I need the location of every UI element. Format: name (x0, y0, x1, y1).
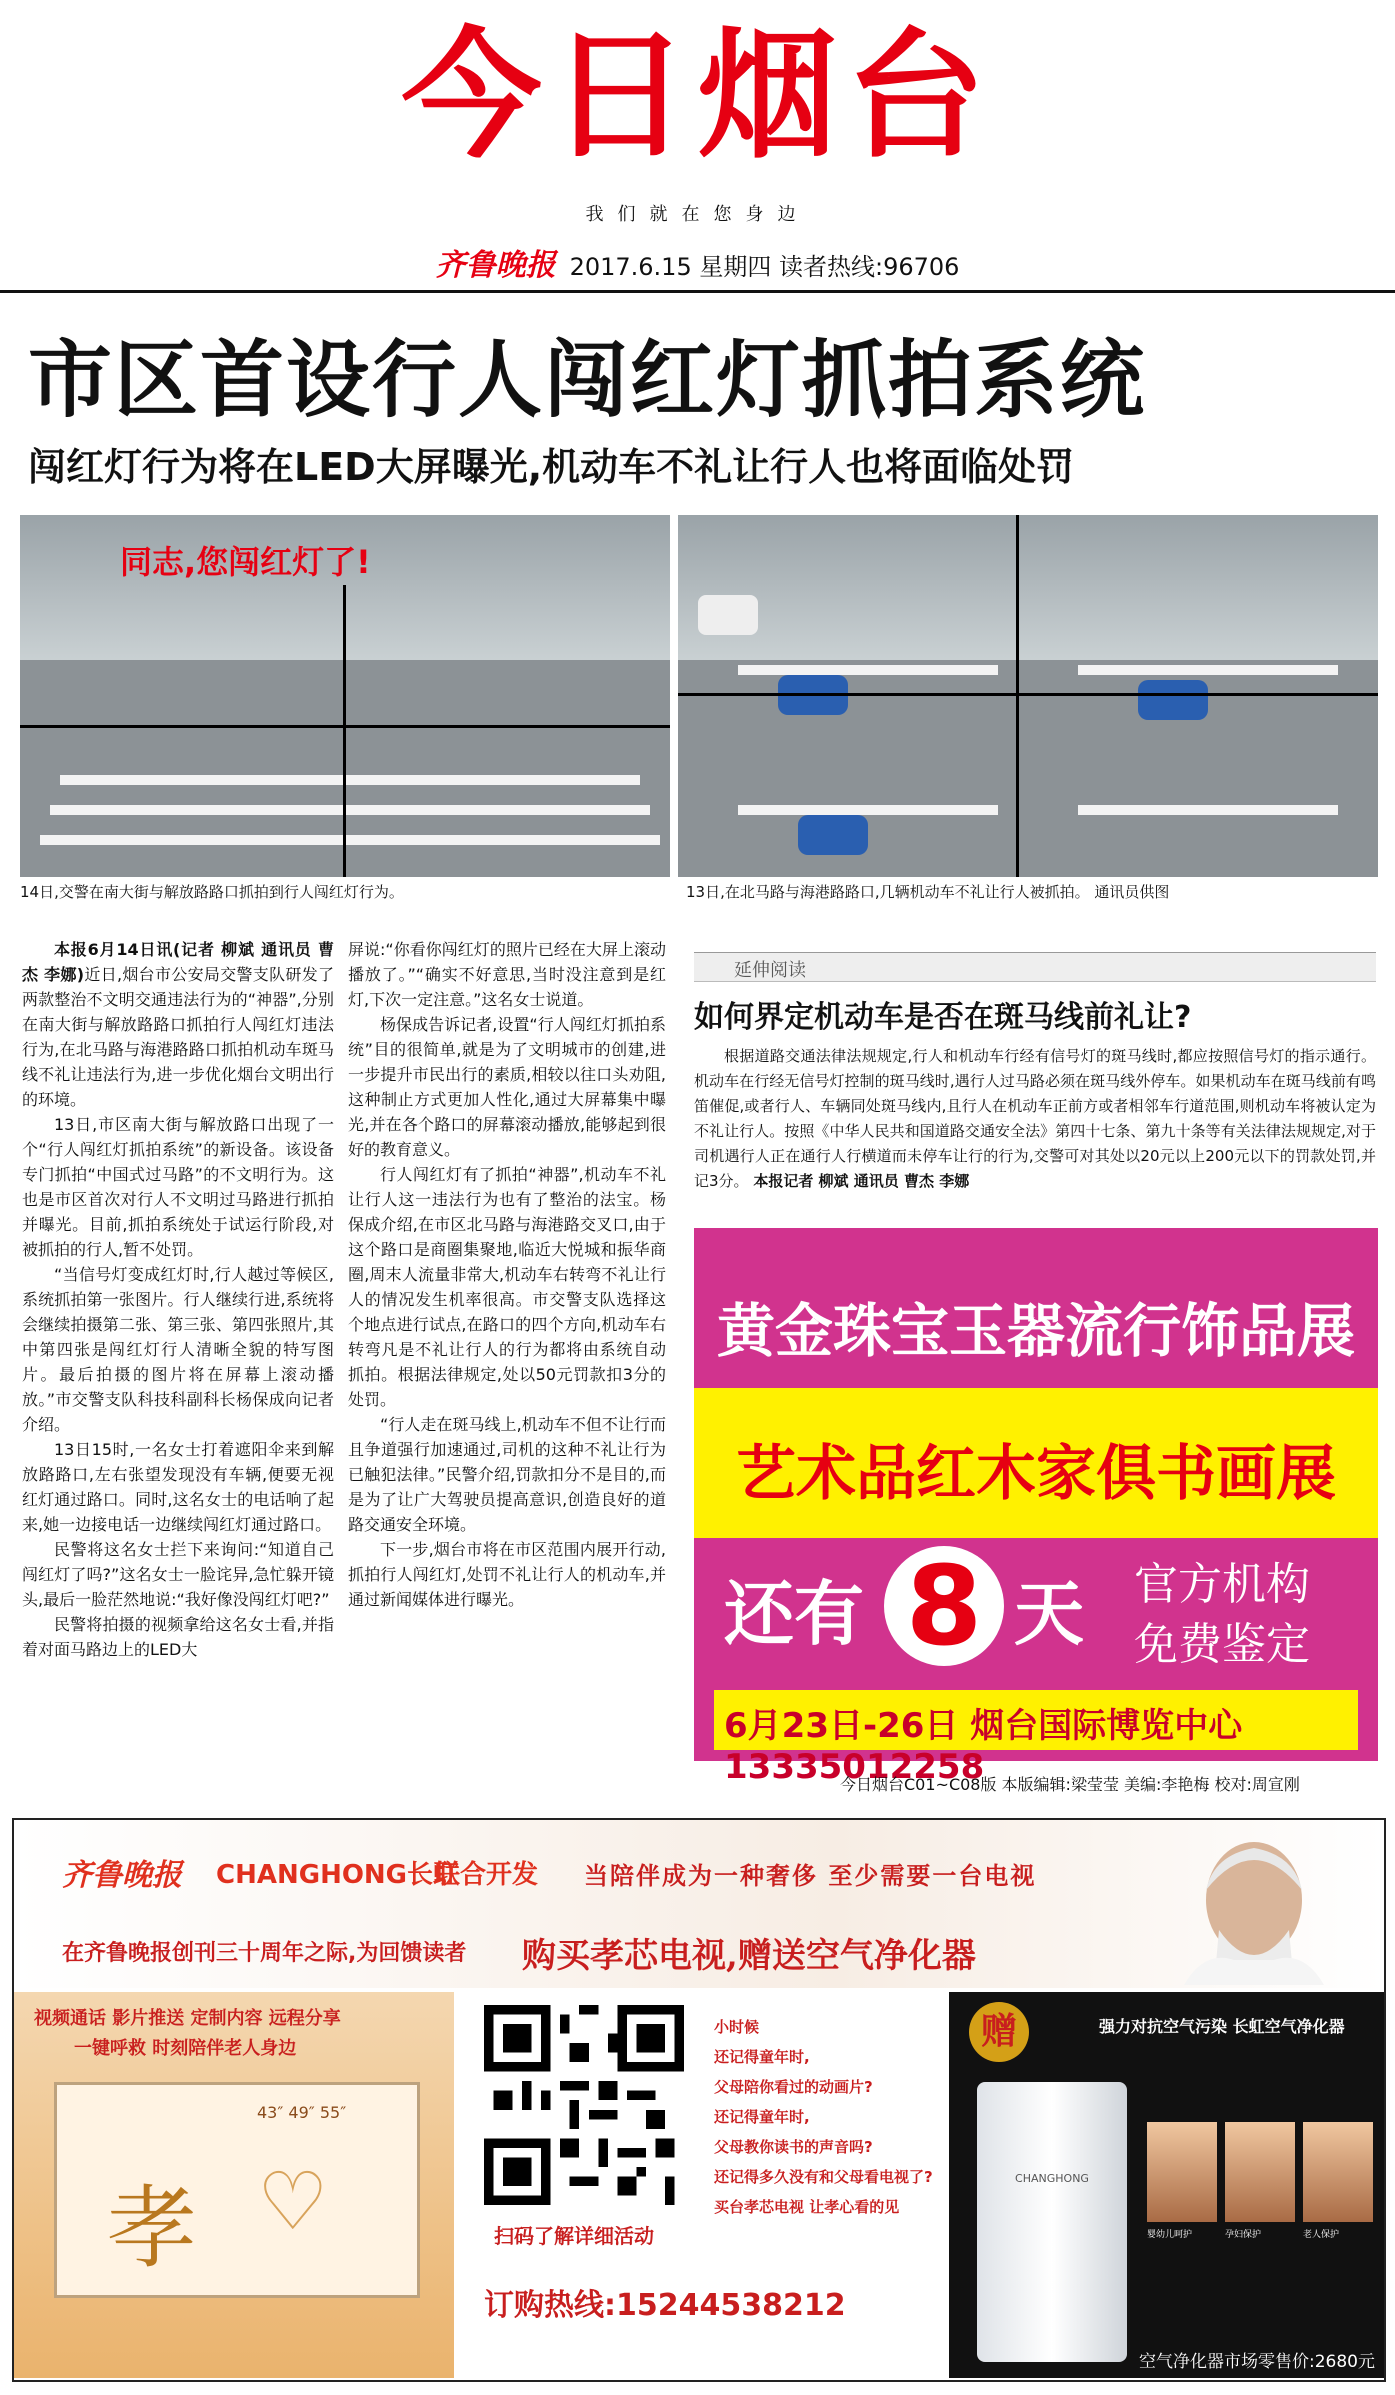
purifier-title: 强力对抗空气污染 长虹空气净化器 (1099, 2017, 1345, 2036)
tv-ad-brand-changhong: CHANGHONG长虹 (216, 1860, 460, 1890)
tv-ad-motto: 当陪伴成为一种奢侈 至少需要一台电视 (584, 1861, 1037, 1890)
headline: 市区首设行人闯红灯抓拍系统 (28, 331, 1147, 429)
tv-set-image (54, 2082, 420, 2298)
expo-remain-label: 还有 (724, 1573, 864, 1655)
masthead-title: 今日烟台 (401, 15, 994, 178)
article-column-2 (348, 937, 666, 1612)
thumb-elderly (1303, 2122, 1373, 2222)
paragraph: 杨保成告诉记者,设置“行人闯红灯抓拍系统”目的很简单,就是为了文明城市的创建,进一步提升市民出行的素质,相较以往口头劝阻,这种制止方式更加人性化,通过大屏幕集中曝光,并在各个路口的屏幕滚动播放,能够起到很好的教育意义。 (348, 1015, 666, 1159)
date-line: 2017.6.15 星期四 读者热线:96706 (569, 253, 960, 281)
paragraph: 民警将拍摄的视频拿给这名女士看,并指着对面马路边上的LED大 (22, 1615, 334, 1659)
expo-free-appraisal: 免费鉴定 (1134, 1619, 1310, 1670)
thumb-caption: 老人保护 (1303, 2230, 1340, 2240)
article-column-1 (22, 937, 334, 1662)
paper-logo: 齐鲁晚报 (435, 248, 556, 283)
tv-ad-product-panel (14, 1992, 454, 2378)
paragraph: “当信号灯变成红灯时,行人越过等候区,系统抓拍第一张图片。行人继续行进,系统将会继续拍摄第二张、第三张、第四张照片,其中第四张是闯红灯行人清晰全貌的特写图片。最后拍摄的图片将在屏幕上滚动播放。”市交警支队科技科副科长杨保成向记者介绍。 (22, 1265, 334, 1434)
paragraph: 屏说:“你看你闯红灯的照片已经在大屏上滚动播放了。”“确实不好意思,当时没注意到是红灯,下次一定注意。”这名女士说道。 (348, 940, 666, 1009)
photo-right-caption: 13日,在北马路与海港路路口,几辆机动车不礼让行人被抓拍。 通讯员供图 (686, 883, 1170, 901)
heart-icon: ♡ (257, 2155, 329, 2248)
paragraph: 行人闯红灯有了抓拍“神器”,机动车不礼让行人这一违法行为也有了整治的法宝。杨保成介绍,在市区北马路与海港路交叉口,由于这个路口是商圈集聚地,临近大悦城和振华商圈,周末人流量非常大,机动车右转弯不礼让行人的情况发生机率很高。市交警支队选择这个地点进行试点,在路口的四个方向,机动车右转弯凡是不礼让行人的行为都将由系统自动抓拍。根据法律规定,处以50元罚款扣3分的处罚。 (348, 1165, 666, 1409)
thumb-caption: 婴幼儿呵护 (1147, 2230, 1193, 2240)
paragraph: 本报6月14日讯(记者 柳斌 通讯员 曹杰 李娜)近日,烟台市公安局交警支队研发了两款整治不文明交通违法行为的“神器”,分别在南大街与解放路路口抓拍行人闯红灯违法行为,在北马路与海港路路口抓拍机动车斑马线不礼让违法行为,进一步优化烟台文明出行的环境。 (22, 940, 334, 1109)
tv-ad-memory-text: 小时候 还记得童年时, 父母陪你看过的动画片? 还记得童年时, 父母教你读书的声音吗? 还记得多久没有和父母看电视了? 买台孝芯电视 让孝心看的见 (714, 2018, 933, 2216)
photo-overlay-text: 同志,您闯红灯了! (120, 543, 371, 581)
gift-badge: 赠 (969, 2002, 1029, 2062)
tv-features-1: 视频通话 影片推送 定制内容 远程分享 (34, 2008, 341, 2029)
expo-days-count: 8 (905, 1542, 983, 1670)
purifier-panel (949, 1992, 1384, 2378)
tv-ad-coop: 联合开发 (434, 1860, 539, 1890)
masthead-info-line (0, 240, 1395, 284)
purifier-brand: CHANGHONG (1015, 2172, 1089, 2185)
tv-ad-offer: 购买孝芯电视,赠送空气净化器 (522, 1936, 976, 1976)
paragraph: 下一步,烟台市将在市区范围内展开行动,抓拍行人闯红灯,处罚不礼让行人的机动车,并通过新闻媒体进行曝光。 (348, 1540, 666, 1609)
tv-xiao-char: 孝 (107, 2176, 197, 2281)
thumb-caption: 孕妇保护 (1225, 2230, 1262, 2240)
masthead-rule (0, 290, 1395, 293)
subhead: 闯红灯行为将在LED大屏曝光,机动车不礼让行人也将面临处罚 (28, 445, 1075, 489)
masthead-slogan: 我们就在您身边 (585, 204, 810, 225)
tv-ad (12, 1818, 1386, 2382)
extended-reading-tag: 延伸阅读 (694, 952, 1376, 982)
tv-ad-header (14, 1820, 1384, 1988)
paragraph: 民警将这名女士拦下来询问:“知道自己闯红灯了吗?”这名女士一脸诧异,急忙躲开镜头,最后一脸茫然地说:“我好像没闯红灯吧?” (22, 1540, 334, 1609)
thumb-pregnant (1225, 2122, 1295, 2222)
expo-dates-bar: 6月23日-26日 烟台国际博览中心 13335012258 (714, 1690, 1358, 1750)
paragraph: “行人走在斑马线上,机动车不但不让行而且争道强行加速通过,司机的这种不礼让行为已触犯法律。”民警介绍,罚款扣分不是目的,而是为了让广大驾驶员提高意识,创造良好的道路交通安全环境。 (348, 1415, 666, 1534)
photo-left-caption: 14日,交警在南大街与解放路路口抓拍到行人闯红灯行为。 (20, 883, 404, 901)
tv-ad-offer-intro: 在齐鲁晚报创刊三十周年之际,为回馈读者 (62, 1941, 467, 1966)
qr-scan-text: 扫码了解详细活动 (494, 2224, 654, 2248)
qr-code[interactable] (484, 2005, 684, 2205)
paragraph: 13日,市区南大街与解放路口出现了一个“行人闯红灯抓拍系统”的新设备。该设备专门抓拍“中国式过马路”的不文明行为。这也是市区首次对行人不文明过马路进行抓拍并曝光。目前,抓拍系统处于试运行阶段,对被抓拍的行人,暂不处罚。 (22, 1115, 334, 1259)
paragraph: 13日15时,一名女士打着遮阳伞来到解放路路口,左右张望发现没有车辆,便要无视红灯通过路口。同时,这名女士的电话响了起来,她一边接电话一边继续闯红灯通过路口。 (22, 1440, 334, 1534)
expo-ad-line1: 黄金珠宝玉器流行饰品展 (716, 1297, 1355, 1365)
expo-days-unit: 天 (1014, 1573, 1084, 1655)
expo-days-circle (884, 1542, 1004, 1670)
air-purifier-image (977, 2082, 1127, 2362)
tv-sizes: 43″ 49″ 55″ (257, 2103, 347, 2122)
byline: 本报记者 柳斌 通讯员 曹杰 李娜 (753, 1172, 970, 1190)
tv-ad-brand-qilu: 齐鲁晚报 (62, 1858, 182, 1893)
extended-reading-title: 如何界定机动车是否在斑马线前礼让? (694, 1000, 1192, 1035)
photo-vehicle-crosswalk (678, 515, 1378, 877)
elderly-man-portrait (1144, 1830, 1344, 1985)
photo-pedestrian-red-light (20, 515, 670, 877)
order-hotline[interactable]: 订购热线:15244538212 (484, 2288, 846, 2323)
purifier-price: 空气净化器市场零售价:2680元 (1139, 2352, 1375, 2372)
expo-ad-line2: 艺术品红木家俱书画展 (736, 1439, 1336, 1509)
edition-credits: 今日烟台C01~C08版 本版编辑:梁莹莹 美编:李艳梅 校对:周宣刚 (840, 1775, 1300, 1794)
expo-ad-band (694, 1388, 1378, 1538)
extended-reading-body: 根据道路交通法律法规规定,行人和机动车行经有信号灯的斑马线时,都应按照信号灯的指示通行。机动车在行经无信号灯控制的斑马线时,遇行人过马路必须在斑马线外停车。如果机动车在斑马线前有鸣笛催促,或者行人、车辆同处斑马线内,且行人在机动车正前方或者相邻车行道范围,则机动车将被认定为不礼让行人。按照《中华人民共和国道路交通安全法》第四十七条、第九十条等有关法律法规规定,对于司机遇行人正在通行人行横道而未停车让行的行为,交警可对其处以20元以上200元以下的罚款处罚,并记3分。 本报记者 柳斌 通讯员 曹杰 李娜 (694, 1047, 1376, 1190)
expo-official: 官方机构 (1134, 1559, 1310, 1610)
tv-features-2: 一键呼救 时刻陪伴老人身边 (74, 2038, 297, 2059)
thumb-baby (1147, 2122, 1217, 2222)
